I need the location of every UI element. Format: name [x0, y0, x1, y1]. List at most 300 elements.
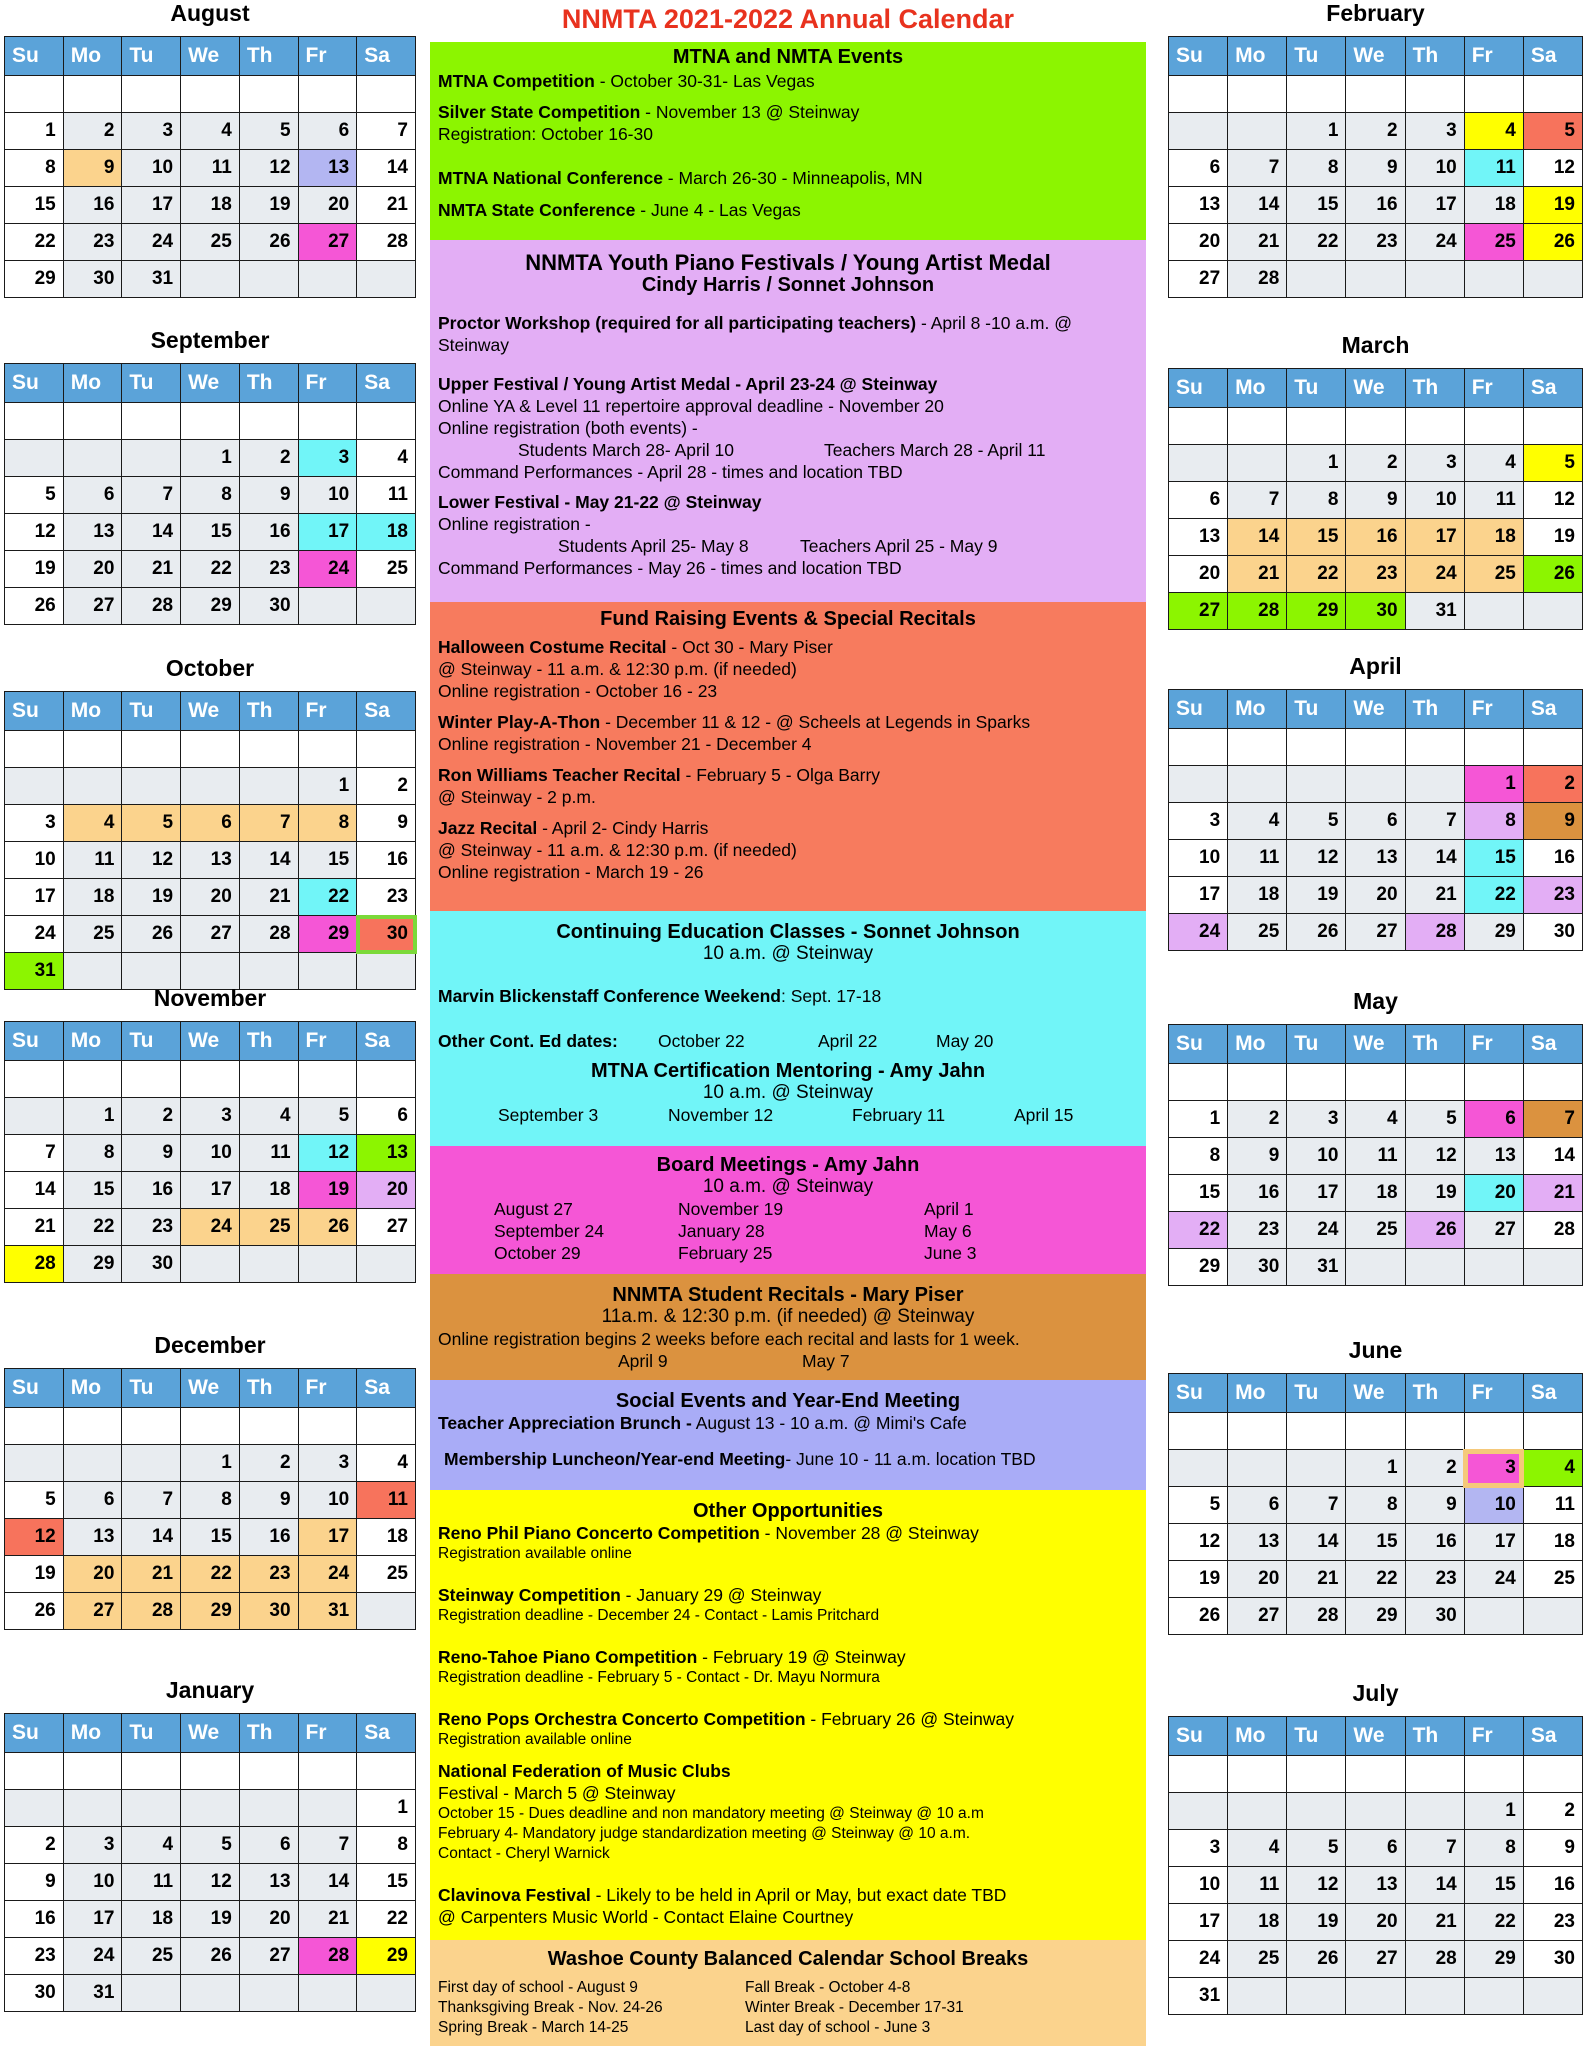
month-october — [4, 655, 416, 990]
weekday-header: Fr — [298, 364, 357, 403]
blank-cell — [1287, 1413, 1346, 1450]
board-heading: Board Meetings - Amy Jahn — [656, 1154, 920, 1176]
day-cell: 12 — [1287, 1867, 1346, 1904]
month-january — [4, 1677, 416, 2012]
nmta-conference-text: - June 4 - Las Vegas — [635, 200, 801, 220]
day-cell: 8 — [181, 1482, 240, 1519]
halloween-title: Halloween Costume Recital — [438, 637, 667, 657]
day-cell: 24 — [1287, 1212, 1346, 1249]
day-cell: 16 — [239, 1519, 298, 1556]
month-title: May — [1353, 988, 1398, 1014]
day-cell: 22 — [63, 1209, 122, 1246]
empty-day-cell — [239, 953, 298, 990]
day-cell: 2 — [63, 113, 122, 150]
weekday-header: Su — [1169, 1374, 1228, 1413]
day-cell: 27 — [1169, 261, 1228, 298]
weekday-header: Mo — [63, 37, 122, 76]
blank-cell — [1523, 408, 1582, 445]
silver-state-text: - November 13 @ Steinway — [640, 102, 860, 122]
weekday-header: Fr — [1464, 1374, 1523, 1413]
blank-cell — [1169, 76, 1228, 113]
weekday-header: Sa — [357, 364, 416, 403]
day-cell: 31 — [1287, 1249, 1346, 1286]
day-cell: 14 — [239, 842, 298, 879]
day-cell: 30 — [1405, 1598, 1464, 1635]
day-cell: 11 — [1346, 1138, 1405, 1175]
day-cell: 3 — [181, 1098, 240, 1135]
day-cell: 19 — [1287, 1904, 1346, 1941]
empty-day-cell — [1287, 1450, 1346, 1487]
weekday-header: We — [181, 37, 240, 76]
jazz-line2: @ Steinway - 11 a.m. & 12:30 p.m. (if needed) — [438, 840, 797, 860]
day-cell: 11 — [181, 150, 240, 187]
weekday-header: Sa — [357, 1022, 416, 1061]
cont-ed-date-1: October 22 — [658, 1031, 745, 1051]
day-cell: 22 — [357, 1901, 416, 1938]
washoe-heading: Washoe County Balanced Calendar School Breaks — [547, 1948, 1029, 1970]
day-cell: 1 — [63, 1098, 122, 1135]
day-cell: 16 — [122, 1172, 181, 1209]
day-cell: 20 — [1169, 224, 1228, 261]
day-cell: 29 — [357, 1938, 416, 1975]
board-dates — [438, 1198, 1138, 1264]
other-dates-label: Other Cont. Ed dates: — [438, 1031, 618, 1051]
day-cell: 29 — [1169, 1249, 1228, 1286]
blank-cell — [181, 76, 240, 113]
day-cell: 16 — [5, 1901, 64, 1938]
day-cell: 17 — [1169, 1904, 1228, 1941]
day-cell: 13 — [298, 150, 357, 187]
day-cell: 5 — [122, 805, 181, 842]
empty-day-cell — [357, 588, 416, 625]
empty-day-cell — [181, 1790, 240, 1827]
day-cell: 31 — [122, 261, 181, 298]
weekday-header: Tu — [1287, 690, 1346, 729]
reno-phil-text: - November 28 @ Steinway — [759, 1523, 979, 1543]
weekday-header: Fr — [1464, 37, 1523, 76]
blank-cell — [1346, 1756, 1405, 1793]
blank-cell — [1464, 408, 1523, 445]
empty-day-cell — [357, 953, 416, 990]
day-cell: 11 — [1464, 482, 1523, 519]
student-date-2: May 7 — [802, 1351, 850, 1371]
empty-day-cell — [1169, 766, 1228, 803]
weekday-header: Fr — [298, 1369, 357, 1408]
day-cell: 11 — [239, 1135, 298, 1172]
silver-state-title: Silver State Competition — [438, 102, 641, 122]
day-cell: 19 — [5, 551, 64, 588]
blank-cell — [239, 1061, 298, 1098]
day-cell: 19 — [1523, 187, 1582, 224]
reno-pops-line2: Registration available online — [438, 1731, 632, 1748]
month-grid — [4, 691, 416, 990]
day-cell: 28 — [122, 1593, 181, 1630]
blank-cell — [1346, 1413, 1405, 1450]
mtna-competition-title: MTNA Competition — [438, 71, 595, 91]
day-cell: 3 — [1287, 1101, 1346, 1138]
blank-cell — [1405, 408, 1464, 445]
day-cell: 3 — [298, 1445, 357, 1482]
day-cell: 17 — [122, 187, 181, 224]
empty-day-cell — [1228, 1793, 1287, 1830]
ron-williams-title: Ron Williams Teacher Recital — [438, 765, 681, 785]
jazz-line3: Online registration - March 19 - 26 — [438, 862, 704, 882]
empty-day-cell — [357, 1975, 416, 2012]
day-cell: 21 — [122, 1556, 181, 1593]
day-cell: 27 — [1346, 1941, 1405, 1978]
empty-day-cell — [1464, 1978, 1523, 2015]
month-grid — [1168, 1024, 1583, 1286]
halloween-text: - Oct 30 - Mary Piser — [666, 637, 833, 657]
empty-day-cell — [298, 953, 357, 990]
day-cell: 13 — [1346, 840, 1405, 877]
day-cell: 23 — [1346, 556, 1405, 593]
day-cell: 15 — [1346, 1524, 1405, 1561]
blank-cell — [1169, 1413, 1228, 1450]
student-recitals-section — [430, 1274, 1146, 1380]
day-cell: 13 — [63, 1519, 122, 1556]
day-cell: 28 — [5, 1246, 64, 1283]
day-cell: 21 — [1228, 224, 1287, 261]
day-cell: 14 — [298, 1864, 357, 1901]
blank-cell — [122, 76, 181, 113]
cert-date-4: April 15 — [1014, 1105, 1074, 1125]
day-cell: 5 — [1287, 803, 1346, 840]
weekday-header: Su — [1169, 690, 1228, 729]
day-cell: 24 — [1169, 914, 1228, 951]
day-cell: 20 — [239, 1901, 298, 1938]
weekday-header: Sa — [357, 1369, 416, 1408]
day-cell: 18 — [1228, 877, 1287, 914]
blank-cell — [1169, 729, 1228, 766]
day-cell: 1 — [1287, 445, 1346, 482]
month-april — [1168, 653, 1583, 951]
clavinova-line2: @ Carpenters Music World - Contact Elaine Courtney — [438, 1907, 854, 1927]
blank-cell — [1228, 76, 1287, 113]
day-cell: 9 — [1346, 150, 1405, 187]
weekday-header: Mo — [1228, 37, 1287, 76]
day-cell: 3 — [1169, 1830, 1228, 1867]
day-cell: 24 — [298, 551, 357, 588]
day-cell: 16 — [1523, 840, 1582, 877]
empty-day-cell — [239, 1975, 298, 2012]
empty-day-cell — [1169, 445, 1228, 482]
month-title: March — [1341, 332, 1410, 358]
empty-day-cell — [1464, 1249, 1523, 1286]
lower-festival-line2: Command Performances - May 26 - times and location TBD — [438, 558, 902, 578]
day-cell: 19 — [1169, 1561, 1228, 1598]
board-date: October 29 — [494, 1243, 581, 1263]
jazz-text: - April 2- Cindy Harris — [537, 818, 709, 838]
day-cell: 24 — [122, 224, 181, 261]
empty-day-cell — [239, 1246, 298, 1283]
board-date: May 6 — [924, 1221, 972, 1241]
day-cell: 6 — [239, 1827, 298, 1864]
day-cell: 29 — [298, 916, 357, 953]
day-cell: 24 — [1169, 1941, 1228, 1978]
day-cell: 24 — [298, 1556, 357, 1593]
empty-day-cell — [1523, 1598, 1582, 1635]
board-date: September 24 — [494, 1221, 604, 1241]
weekday-header: Mo — [1228, 1717, 1287, 1756]
student-heading: NNMTA Student Recitals - Mary Piser — [612, 1284, 964, 1306]
reno-phil-title: Reno Phil Piano Concerto Competition — [438, 1523, 760, 1543]
day-cell: 28 — [298, 1938, 357, 1975]
day-cell: 3 — [1405, 113, 1464, 150]
empty-day-cell — [1287, 1978, 1346, 2015]
empty-day-cell — [1169, 113, 1228, 150]
blank-cell — [122, 1753, 181, 1790]
day-cell: 26 — [1405, 1212, 1464, 1249]
blank-cell — [357, 731, 416, 768]
day-cell: 5 — [181, 1827, 240, 1864]
day-cell: 8 — [1464, 803, 1523, 840]
day-cell: 6 — [1346, 803, 1405, 840]
day-cell: 7 — [1523, 1101, 1582, 1138]
day-cell: 25 — [1346, 1212, 1405, 1249]
day-cell: 5 — [5, 1482, 64, 1519]
day-cell: 4 — [1228, 803, 1287, 840]
empty-day-cell — [181, 768, 240, 805]
day-cell: 25 — [1464, 224, 1523, 261]
day-cell: 14 — [1523, 1138, 1582, 1175]
weekday-header: Th — [239, 1022, 298, 1061]
day-cell: 28 — [1228, 593, 1287, 630]
day-cell: 10 — [298, 477, 357, 514]
cont-ed-date-3: May 20 — [936, 1031, 994, 1051]
month-grid — [4, 363, 416, 625]
day-cell: 29 — [1287, 593, 1346, 630]
day-cell: 22 — [1169, 1212, 1228, 1249]
certification-subheading: 10 a.m. @ Steinway — [702, 1082, 874, 1103]
day-cell: 13 — [1346, 1867, 1405, 1904]
empty-day-cell — [298, 261, 357, 298]
winter-text: - December 11 & 12 - @ Scheels at Legends in Sparks — [600, 712, 1031, 732]
day-cell: 30 — [5, 1975, 64, 2012]
day-cell: 1 — [1346, 1450, 1405, 1487]
day-cell: 24 — [1405, 556, 1464, 593]
weekday-header: We — [1346, 37, 1405, 76]
weekday-header: Su — [1169, 37, 1228, 76]
weekday-header: Mo — [63, 692, 122, 731]
weekday-header: Su — [5, 1714, 64, 1753]
day-cell: 24 — [5, 916, 64, 953]
day-cell: 26 — [239, 224, 298, 261]
day-cell: 4 — [1523, 1450, 1582, 1487]
day-cell: 19 — [239, 187, 298, 224]
day-cell: 16 — [239, 514, 298, 551]
day-cell: 2 — [122, 1098, 181, 1135]
day-cell: 3 — [298, 440, 357, 477]
day-cell: 28 — [1405, 914, 1464, 951]
weekday-header: We — [181, 1714, 240, 1753]
weekday-header: Tu — [1287, 1025, 1346, 1064]
month-grid — [4, 1021, 416, 1283]
month-title: June — [1348, 1337, 1403, 1363]
day-cell: 22 — [181, 551, 240, 588]
day-cell: 21 — [1287, 1561, 1346, 1598]
day-cell: 7 — [298, 1827, 357, 1864]
marvin-text: : Sept. 17-18 — [780, 986, 882, 1006]
jazz-title: Jazz Recital — [438, 818, 538, 838]
day-cell: 17 — [1405, 187, 1464, 224]
month-grid — [1168, 1373, 1583, 1635]
blank-cell — [122, 731, 181, 768]
blank-cell — [1346, 1064, 1405, 1101]
weekday-header: We — [1346, 369, 1405, 408]
weekday-header: Fr — [1464, 1717, 1523, 1756]
day-cell: 26 — [1287, 1941, 1346, 1978]
upper-festival-line1: Online YA & Level 11 repertoire approval deadline - November 20 — [438, 396, 944, 416]
day-cell: 30 — [1523, 1941, 1582, 1978]
weekday-header: Tu — [122, 364, 181, 403]
empty-day-cell — [1346, 1978, 1405, 2015]
day-cell: 6 — [1346, 1830, 1405, 1867]
day-cell: 21 — [5, 1209, 64, 1246]
nfmc-line4: Contact - Cheryl Warnick — [438, 1845, 610, 1862]
board-meetings-section — [430, 1146, 1146, 1274]
day-cell: 29 — [1464, 1941, 1523, 1978]
empty-day-cell — [1464, 593, 1523, 630]
day-cell: 30 — [1523, 914, 1582, 951]
blank-cell — [5, 403, 64, 440]
weekday-header: Th — [239, 1369, 298, 1408]
blank-cell — [122, 403, 181, 440]
weekday-header: Th — [1405, 690, 1464, 729]
upper-festival-title: Upper Festival / Young Artist Medal - April 23-24 @ Steinway — [438, 374, 938, 394]
empty-day-cell — [122, 1790, 181, 1827]
board-date: April 1 — [924, 1199, 974, 1219]
blank-cell — [1346, 76, 1405, 113]
weekday-header: Fr — [1464, 369, 1523, 408]
empty-day-cell — [1464, 261, 1523, 298]
winter-line2: Online registration - November 21 - December 4 — [438, 734, 812, 754]
day-cell: 28 — [1228, 261, 1287, 298]
blank-cell — [1287, 408, 1346, 445]
day-cell: 13 — [1464, 1138, 1523, 1175]
day-cell: 31 — [1405, 593, 1464, 630]
month-title: October — [165, 655, 255, 681]
empty-day-cell — [1228, 445, 1287, 482]
washoe-left-2: Thanksgiving Break - Nov. 24-26 — [438, 1999, 663, 2016]
day-cell: 25 — [357, 551, 416, 588]
mtna-heading: MTNA and NMTA Events — [672, 46, 904, 68]
day-cell: 15 — [181, 514, 240, 551]
weekday-header: Fr — [298, 37, 357, 76]
weekday-header: Sa — [1523, 690, 1582, 729]
day-cell: 27 — [1228, 1598, 1287, 1635]
day-cell: 10 — [1287, 1138, 1346, 1175]
reno-tahoe-line2: Registration deadline - February 5 - Contact - Dr. Mayu Normura — [438, 1669, 880, 1686]
day-cell: 16 — [63, 187, 122, 224]
blank-cell — [1523, 1756, 1582, 1793]
day-cell: 17 — [298, 514, 357, 551]
day-cell: 16 — [1346, 187, 1405, 224]
empty-day-cell — [122, 1445, 181, 1482]
day-cell: 8 — [357, 1827, 416, 1864]
day-cell: 4 — [1346, 1101, 1405, 1138]
day-cell: 8 — [1346, 1487, 1405, 1524]
day-cell: 1 — [1464, 766, 1523, 803]
day-cell: 15 — [357, 1864, 416, 1901]
month-grid — [1168, 1716, 1583, 2015]
day-cell: 10 — [122, 150, 181, 187]
empty-day-cell — [1346, 1793, 1405, 1830]
day-cell: 2 — [357, 768, 416, 805]
day-cell: 16 — [1346, 519, 1405, 556]
empty-day-cell — [181, 1975, 240, 2012]
weekday-header: Th — [1405, 1717, 1464, 1756]
blank-cell — [63, 76, 122, 113]
day-cell: 28 — [357, 224, 416, 261]
empty-day-cell — [5, 1445, 64, 1482]
cont-ed-date-2: April 22 — [818, 1031, 878, 1051]
weekday-header: Fr — [1464, 1025, 1523, 1064]
day-cell: 4 — [239, 1098, 298, 1135]
day-cell: 6 — [63, 477, 122, 514]
day-cell: 9 — [122, 1135, 181, 1172]
empty-day-cell — [1228, 1450, 1287, 1487]
day-cell: 1 — [181, 1445, 240, 1482]
day-cell: 19 — [122, 879, 181, 916]
day-cell: 10 — [1405, 150, 1464, 187]
blank-cell — [122, 1061, 181, 1098]
month-february — [1168, 0, 1583, 298]
day-cell: 21 — [1228, 556, 1287, 593]
empty-day-cell — [1169, 1793, 1228, 1830]
day-cell: 17 — [1405, 519, 1464, 556]
weekday-header: Su — [1169, 1717, 1228, 1756]
day-cell: 6 — [1169, 482, 1228, 519]
day-cell: 2 — [1346, 445, 1405, 482]
weekday-header: Fr — [298, 1714, 357, 1753]
weekday-header: Su — [5, 1022, 64, 1061]
day-cell: 6 — [1169, 150, 1228, 187]
empty-day-cell — [1346, 1249, 1405, 1286]
weekday-header: Sa — [357, 1714, 416, 1753]
day-cell: 10 — [181, 1135, 240, 1172]
empty-day-cell — [1346, 261, 1405, 298]
weekday-header: Sa — [1523, 1025, 1582, 1064]
weekday-header: Sa — [357, 37, 416, 76]
weekday-header: Mo — [1228, 369, 1287, 408]
student-date-1: April 9 — [618, 1351, 668, 1371]
weekday-header: Tu — [1287, 369, 1346, 408]
blank-cell — [1405, 1413, 1464, 1450]
blank-cell — [239, 731, 298, 768]
day-cell: 7 — [239, 805, 298, 842]
blank-cell — [1464, 76, 1523, 113]
day-cell: 8 — [5, 150, 64, 187]
board-date: November 19 — [678, 1199, 784, 1219]
blank-cell — [5, 731, 64, 768]
day-cell: 4 — [122, 1827, 181, 1864]
blank-cell — [122, 1408, 181, 1445]
day-cell: 7 — [1287, 1487, 1346, 1524]
day-cell: 17 — [1464, 1524, 1523, 1561]
winter-title: Winter Play-A-Thon — [438, 712, 601, 732]
clavinova-text: - Likely to be held in April or May, but exact date TBD — [590, 1885, 1007, 1905]
day-cell: 7 — [5, 1135, 64, 1172]
day-cell: 18 — [357, 1519, 416, 1556]
month-title: April — [1349, 653, 1402, 679]
day-cell: 13 — [63, 514, 122, 551]
day-cell: 21 — [1405, 877, 1464, 914]
weekday-header: Mo — [1228, 1374, 1287, 1413]
month-grid — [1168, 368, 1583, 630]
day-cell: 4 — [1464, 445, 1523, 482]
day-cell: 23 — [1346, 224, 1405, 261]
